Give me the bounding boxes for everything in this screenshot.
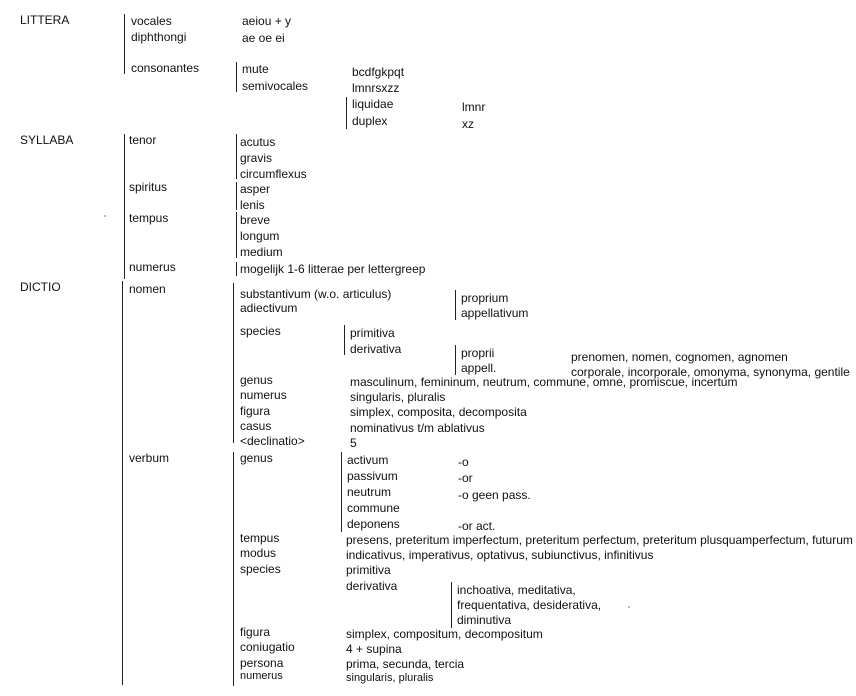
value-deponens: deponens bbox=[347, 517, 400, 531]
label-consonantes: consonantes bbox=[131, 61, 200, 75]
value-figura-nomen: simplex, composita, decomposita bbox=[350, 405, 527, 419]
value-numerus-nomen: singularis, pluralis bbox=[350, 390, 446, 404]
value-circumflexus: circumflexus bbox=[240, 167, 307, 181]
label-genus-nomen: genus bbox=[240, 373, 273, 387]
bracket-syllaba bbox=[124, 134, 125, 279]
value-medium: medium bbox=[240, 245, 283, 259]
value-lenis: lenis bbox=[240, 198, 265, 212]
bracket-tenor bbox=[236, 134, 237, 179]
value-activum: activum bbox=[347, 453, 389, 467]
label-semivocales: semivocales bbox=[242, 79, 309, 93]
label-species-verbum: species bbox=[240, 562, 281, 576]
value-adiectivum: adiectivum bbox=[240, 301, 298, 315]
label-appell: appell. bbox=[461, 361, 497, 375]
label-vocales: vocales bbox=[131, 14, 172, 28]
value-inchoativa: inchoativa, meditativa, bbox=[457, 583, 576, 597]
value-diminutiva: diminutiva bbox=[457, 613, 512, 627]
label-liquidae: liquidae bbox=[352, 97, 394, 111]
value-primitiva-nomen: primitiva bbox=[350, 326, 395, 340]
label-mute: mute bbox=[242, 62, 269, 76]
value-proprium: proprium bbox=[461, 291, 509, 305]
value-substantivum: substantivum (w.o. articulus) bbox=[240, 287, 392, 301]
value-frequentativa: frequentativa, desiderativa, bbox=[457, 598, 602, 612]
value-gravis: gravis bbox=[240, 151, 273, 165]
label-modus: modus bbox=[240, 546, 277, 560]
value-appellativum: appellativum bbox=[461, 306, 529, 320]
bracket-spiritus bbox=[236, 182, 237, 210]
scan-speck bbox=[628, 606, 630, 608]
label-verbum: verbum bbox=[129, 451, 170, 465]
value-acutus: acutus bbox=[240, 135, 276, 149]
value-coniugatio: 4 + supina bbox=[346, 642, 402, 656]
value-derivativa-nomen: derivativa bbox=[350, 342, 402, 356]
value-appell: corporale, incorporale, omonyma, synonyma, gentile bbox=[571, 365, 850, 379]
value-liquidae: lmnr bbox=[462, 100, 486, 114]
label-tempus: tempus bbox=[129, 211, 169, 225]
heading-littera: LITTERA bbox=[20, 13, 70, 27]
bracket-substantivum bbox=[455, 290, 456, 320]
label-figura-nomen: figura bbox=[240, 404, 271, 418]
label-genus-verbum: genus bbox=[240, 451, 273, 465]
bracket-derivativa-verbum bbox=[451, 582, 452, 628]
value-breve: breve bbox=[240, 213, 271, 227]
label-tenor: tenor bbox=[129, 133, 157, 147]
label-diphthongi: diphthongi bbox=[131, 30, 187, 44]
value-commune: commune bbox=[347, 501, 400, 515]
value-primitiva-verbum: primitiva bbox=[346, 563, 391, 577]
value-numerus-verbum: singularis, pluralis bbox=[346, 672, 434, 684]
suffix-passivum: -or bbox=[458, 471, 473, 485]
bracket-verbum bbox=[233, 452, 234, 686]
scan-speck bbox=[104, 215, 106, 217]
label-declinatio: <declinatio> bbox=[240, 434, 305, 448]
suffix-neutrum: -o geen pass. bbox=[458, 488, 531, 502]
bracket-littera bbox=[124, 14, 125, 74]
label-figura-verbum: figura bbox=[240, 625, 271, 639]
value-diphthongi: ae oe ei bbox=[242, 31, 285, 45]
value-mute: bcdfgkpqt bbox=[352, 65, 405, 79]
value-casus: nominativus t/m ablativus bbox=[350, 421, 485, 435]
value-tempus-verbum: presens, preteritum imperfectum, preteritum perfectum, preteritum plusquamperfectum, futurum bbox=[346, 533, 853, 547]
value-genus-nomen: masculinum, femininum, neutrum, commune, omne, promiscue, incertum bbox=[350, 375, 738, 389]
label-casus: casus bbox=[240, 419, 272, 433]
label-numerus-syllaba: numerus bbox=[129, 260, 176, 274]
value-proprii: prenomen, nomen, cognomen, agnomen bbox=[571, 350, 788, 364]
value-neutrum: neutrum bbox=[347, 485, 392, 499]
label-nomen: nomen bbox=[129, 282, 166, 296]
value-longum: longum bbox=[240, 229, 280, 243]
heading-syllaba: SYLLABA bbox=[20, 133, 74, 147]
bracket-nomen bbox=[233, 283, 234, 443]
bracket-derivativa-nomen bbox=[455, 345, 456, 375]
label-coniugatio: coniugatio bbox=[240, 640, 295, 654]
value-figura-verbum: simplex, compositum, decompositum bbox=[346, 627, 543, 641]
label-species-nomen: species bbox=[240, 324, 281, 338]
bracket-consonantes bbox=[236, 62, 237, 92]
value-vocales: aeiou + y bbox=[242, 14, 292, 28]
value-persona: prima, secunda, tercia bbox=[346, 657, 465, 671]
value-asper: asper bbox=[240, 182, 271, 196]
bracket-genus-verbum bbox=[341, 452, 342, 532]
label-tempus-verbum: tempus bbox=[240, 531, 280, 545]
label-proprii: proprii bbox=[461, 346, 495, 360]
label-numerus-verbum: numerus bbox=[240, 670, 283, 682]
suffix-deponens: -or act. bbox=[458, 519, 496, 533]
label-persona: persona bbox=[240, 656, 284, 670]
value-passivum: passivum bbox=[347, 469, 398, 483]
bracket-species-nomen bbox=[344, 325, 345, 355]
suffix-activum: -o bbox=[458, 455, 469, 469]
value-semivocales: lmnrsxzz bbox=[352, 81, 400, 95]
value-modus: indicativus, imperativus, optativus, subiunctivus, infinitivus bbox=[346, 548, 654, 562]
label-spiritus: spiritus bbox=[129, 180, 168, 194]
value-duplex: xz bbox=[462, 117, 474, 131]
bracket-numerus-syllaba bbox=[236, 262, 237, 276]
label-duplex: duplex bbox=[352, 114, 388, 128]
bracket-semivocales bbox=[346, 97, 347, 129]
heading-dictio: DICTIO bbox=[20, 280, 61, 294]
label-numerus-nomen: numerus bbox=[240, 388, 287, 402]
value-declinatio: 5 bbox=[350, 436, 357, 450]
value-numerus-syllaba: mogelijk 1-6 litterae per lettergreep bbox=[240, 262, 426, 276]
bracket-dictio bbox=[122, 281, 123, 685]
value-derivativa-verbum: derivativa bbox=[346, 579, 398, 593]
bracket-tempus bbox=[236, 212, 237, 258]
